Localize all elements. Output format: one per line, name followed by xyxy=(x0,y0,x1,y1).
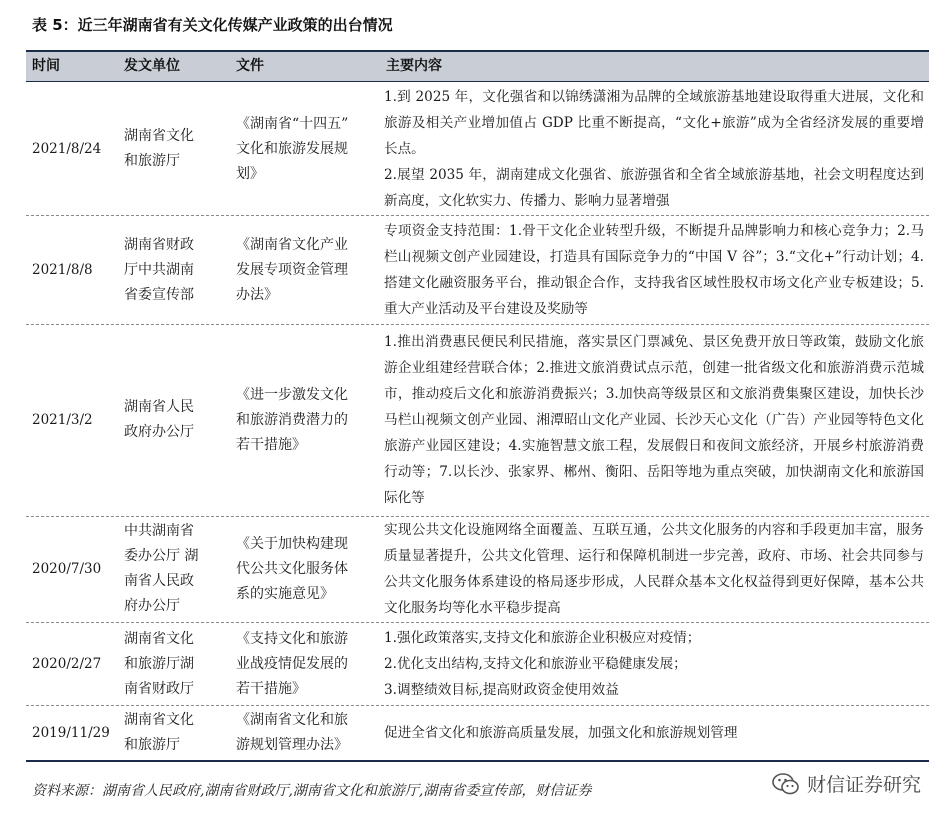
row-divider xyxy=(26,705,929,706)
column-header-content: 主要内容 xyxy=(386,58,442,74)
row-date: 2020/2/27 xyxy=(32,656,102,672)
row-divider xyxy=(26,215,929,216)
table-row xyxy=(26,707,929,759)
row-content: 1.强化政策落实,支持文化和旅游企业积极应对疫情； 2.优化支出结构,支持文化和旅游业平稳健康发展； 3.调整绩效目标,提高财政资金使用效益 xyxy=(384,630,701,698)
table-row xyxy=(26,84,929,214)
watermark xyxy=(771,770,921,797)
row-unit: 湖南省财政 厅中共湖南 省委宣传部 xyxy=(124,236,194,303)
row-unit: 中共湖南省 委办公厅 湖 南省人民政 府办公厅 xyxy=(124,523,199,614)
row-file: 《支持文化和旅游 业战疫情促发展的 若干措施》 xyxy=(236,630,348,697)
row-file: 《关于加快构建现 代公共文化服务体 系的实施意见》 xyxy=(236,535,348,602)
row-content: 专项资金支持范围：1.骨干文化企业转型升级，不断提升品牌影响力和核心竞争力；2.马栏山视频文创产业园建设，打造具有国际竞争力的“中国 V 谷”；3.“文化+”行动计划；4.搭建文化融资服务平台，推动银企合作，支持我省区域性股权市场文化产业专板建设；5.重大产业活动及平台建设及奖励等 xyxy=(384,223,924,317)
row-date: 2019/11/29 xyxy=(32,725,110,741)
table-header-rule xyxy=(26,81,929,82)
row-unit: 湖南省文化 和旅游厅 xyxy=(124,128,194,169)
column-header-date: 时间 xyxy=(32,58,60,74)
row-unit: 湖南省人民 政府办公厅 xyxy=(124,399,194,440)
row-date: 2021/8/24 xyxy=(32,141,102,157)
row-content: 促进全省文化和旅游高质量发展，加强文化和旅游规划管理 xyxy=(384,725,738,741)
column-header-file: 文件 xyxy=(236,58,264,74)
table-row xyxy=(26,326,929,514)
row-unit: 湖南省文化 和旅游厅湖 南省财政厅 xyxy=(124,630,194,697)
wechat-icon xyxy=(771,772,801,796)
row-file: 《湖南省“十四五” 文化和旅游发展规 划》 xyxy=(236,115,349,182)
table-row xyxy=(26,517,929,621)
table-row xyxy=(26,217,929,323)
table-row xyxy=(26,624,929,704)
row-divider xyxy=(26,622,929,623)
row-content: 1.到 2025 年，文化强省和以锦绣潇湘为品牌的全域旅游基地建设取得重大进展，文化和旅游及相关产业增加值占 GDP 比重不断提高，“文化+旅游”成为全省经济发展的重要增长点。 2.展望 2035 年，湖南建成文化强省、旅游强省和全省全域旅游基地，社会文明程度达到新高度，文化软实力、传播力、影响力显著增强 xyxy=(384,89,924,209)
table-title: 表 5：近三年湖南省有关文化传媒产业政策的出台情况 xyxy=(32,16,393,34)
row-date: 2021/3/2 xyxy=(32,412,93,428)
row-unit: 湖南省文化 和旅游厅 xyxy=(124,712,194,753)
source-note: 资料来源：湖南省人民政府,湖南省财政厅,湖南省文化和旅游厅,湖南省委宣传部，财信证券 xyxy=(32,783,592,799)
row-date: 2021/8/8 xyxy=(32,262,93,278)
table-bottom-rule xyxy=(26,760,929,762)
row-content: 实现公共文化设施网络全面覆盖、互联互通，公共文化服务的内容和手段更加丰富，服务质量显著提升，公共文化管理、运行和保障机制进一步完善，政府、市场、社会共同参与公共文化服务体系建设的格局逐步形成，人民群众基本文化权益得到更好保障，基本公共文化服务均等化水平稳步提高 xyxy=(384,522,924,616)
row-file: 《湖南省文化产业 发展专项资金管理 办法》 xyxy=(236,236,348,303)
row-content: 1.推出消费惠民便民利民措施，落实景区门票减免、景区免费开放日等政策，鼓励文化旅游企业组建经营联合体；2.推进文旅消费试点示范，创建一批省级文化和旅游消费示范城市，推动疫后文化和旅游消费振兴；3.加快高等级景区和文旅消费集聚区建设，加快长沙马栏山视频文创产业园、湘潭昭山文化产业园、长沙天心文化（广告）产业园等特色文化旅游产业园区建设；4.实施智慧文旅工程，发展假日和夜间文旅经济，开展乡村旅游消费行动等；7.以长沙、张家界、郴州、衡阳、岳阳等地为重点突破，加快湖南文化和旅游国际化等 xyxy=(384,334,924,506)
row-date: 2020/7/30 xyxy=(32,561,102,577)
row-file: 《进一步激发文化 和旅游消费潜力的 若干措施》 xyxy=(236,386,348,453)
watermark-text: 财信证券研究 xyxy=(806,774,921,796)
row-file: 《湖南省文化和旅 游规划管理办法》 xyxy=(236,712,348,753)
row-divider xyxy=(26,324,929,325)
column-header-unit: 发文单位 xyxy=(124,58,180,74)
